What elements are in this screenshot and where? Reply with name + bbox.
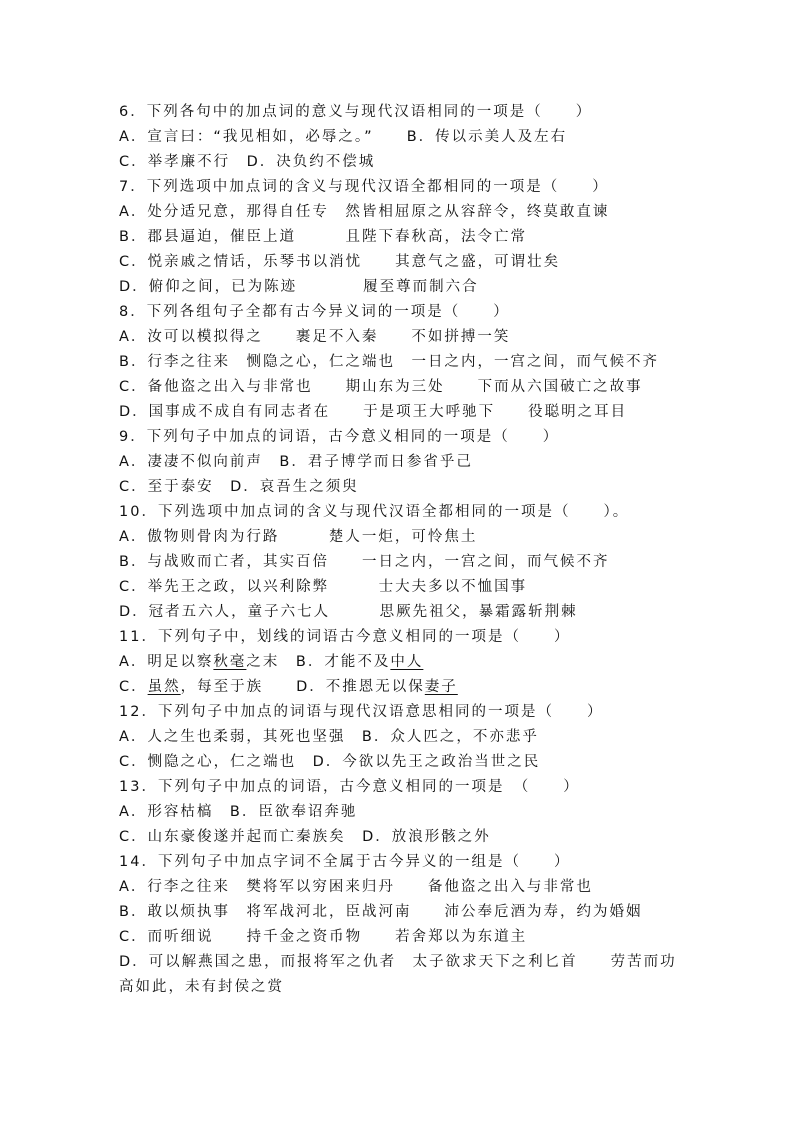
document-page (119, 100, 689, 1000)
text-line: D．冠者五六人，童子六七人 思厥先祖父，暴霜露斩荆棘 (119, 604, 578, 620)
text-line: 11．下列句子中，划线的词语古今意义相同的一项是（ ） (119, 629, 571, 645)
text-line: C．举孝廉不行 D．决负约不偿城 (119, 154, 376, 170)
text-line: 14．下列句子中加点字词不全属于古今异义的一组是（ ） (119, 854, 571, 870)
text-line: C．悦亲戚之情话，乐琴书以消忧 其意气之盛，可谓壮矣 (119, 254, 561, 270)
text-line-wrapped: B．行李之往来 恻隐之心，仁之端也 一日之内，一宫之间，而气候不齐 (119, 354, 659, 370)
text-line: C．恻隐之心，仁之端也 D．今欲以先王之政治当世之民 (119, 754, 541, 770)
q11-b-underlined: 中人 (390, 654, 424, 670)
q11-c-prefix: C． (119, 679, 148, 695)
text-line: A．汝可以模拟得之 裹足不入秦 不如拼搏一笑 (119, 329, 511, 345)
text-line: A．处分适兄意，那得自任专 然皆相屈原之从容辞令，终莫敢直谏 (119, 204, 610, 220)
text-line: 8．下列各组句子全都有古今异义词的一项是（ ） (119, 304, 510, 320)
text-line: 10．下列选项中加点词的含义与现代汉语全都相同的一项是（ ）。 (119, 504, 630, 520)
text-line: A．凄凄不似向前声 B．君子博学而日参省乎己 (119, 454, 473, 470)
q11-a-underlined: 秋毫 (213, 654, 247, 670)
text-line: 7．下列选项中加点词的含义与现代汉语全都相同的一项是（ ） (119, 179, 609, 195)
q11-a-prefix: A．明足以察 (119, 654, 214, 670)
text-line: B．与战败而亡者，其实百倍 一日之内，一宫之间，而气候不齐 (119, 554, 610, 570)
text-line: A．傲物则骨肉为行路 楚人一炬，可怜焦土 (119, 529, 478, 545)
text-line: 9．下列句子中加点的词语，古今意义相同的一项是（ ） (119, 429, 560, 445)
text-line: A．形容枯槁 B．臣欲奉诏奔驰 (119, 804, 358, 820)
text-line: C．至于泰安 D．哀吾生之须臾 (119, 479, 359, 495)
text-line: A．人之生也柔弱，其死也坚强 B．众人匹之，不亦悲乎 (119, 729, 539, 745)
text-line: D．国事成不成自有同志者在 于是项王大呼驰下 役聪明之耳目 (119, 404, 628, 420)
text-line: C．山东豪俊遂并起而亡秦族矣 D．放浪形骸之外 (119, 829, 491, 845)
text-line-wrapped: D．可以解燕国之患，而报将军之仇者 太子欲求天下之利匕首 劳苦而功高如此，未有封侯之赏 (119, 954, 677, 995)
text-line: C．而听细说 持千金之资币物 若舍郑以为东道主 (119, 929, 528, 945)
text-line: B．郡县逼迫，催臣上道 且陛下春秋高，法令亡常 (119, 229, 527, 245)
q11-a-suffix: 之末 B．才能不及 (246, 654, 391, 670)
q11-c-underlined: 虽然 (147, 679, 181, 695)
text-line: 13．下列句子中加点的词语，古今意义相同的一项是 （ ） (119, 779, 580, 795)
text-line: 6．下列各句中的加点词的意义与现代汉语相同的一项是（ ） (119, 104, 593, 120)
q11-option-cd (119, 675, 689, 700)
text-line: B．敢以烦执事 将军战河北，臣战河南 沛公奉卮酒为寿，约为婚姻 (119, 904, 643, 920)
text-line: 12．下列句子中加点的词语与现代汉语意思相同的一项是（ ） (119, 704, 604, 720)
text-line: A．行李之往来 樊将军以穷困来归丹 备他盗之出入与非常也 (119, 879, 593, 895)
q11-c-mid: ，每至于族 D．不推恩无以保 (180, 679, 425, 695)
q11-option-ab (119, 650, 689, 675)
text-line: C．备他盗之出入与非常也 期山东为三处 下而从六国破亡之故事 (119, 379, 643, 395)
text-line: D．俯仰之间，已为陈迹 履至尊而制六合 (119, 279, 479, 295)
text-line: A．宣言曰：“我见相如，必辱之。” B．传以示美人及左右 (119, 129, 568, 145)
text-line: C．举先王之政，以兴利除弊 士大夫多以不恤国事 (119, 579, 528, 595)
q11-d-underlined: 妻子 (424, 679, 458, 695)
